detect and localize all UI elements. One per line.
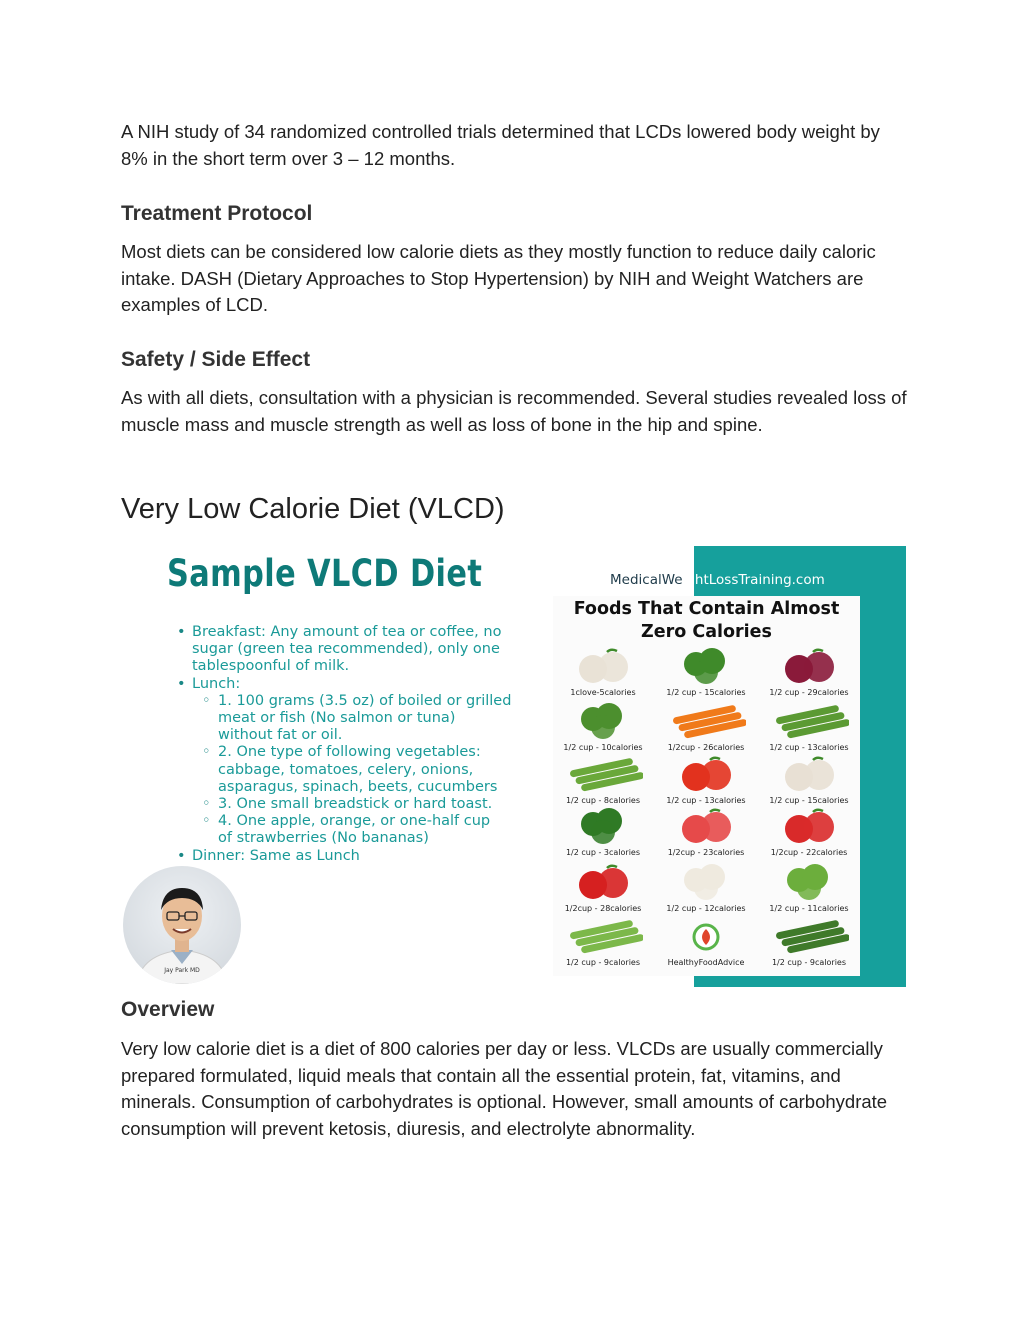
site-watermark — [610, 572, 825, 588]
list-item: • Breakfast: Any amount of tea or coffee, no — [177, 624, 557, 641]
food-item — [759, 754, 859, 810]
food-item — [656, 701, 756, 757]
safety-heading: Safety / Side Effect — [121, 348, 311, 371]
carrot-icon — [666, 701, 746, 743]
sub-list-item-cont: without fat or oil. — [218, 727, 343, 744]
food-label: 1/2cup - 26calories — [667, 743, 745, 752]
sub-list-item-cont: asparagus, spinach, beets, cucumbers — [218, 778, 498, 795]
food-item — [759, 701, 859, 757]
food-item — [759, 862, 859, 918]
food-label: 1/2 cup - 13calories — [666, 796, 746, 805]
sub-list-item: ◦ 3. One small breadstick or hard toast. — [177, 796, 557, 813]
infographic-title: Sample VLCD Diet — [167, 552, 483, 595]
cucumber-icon — [563, 754, 643, 796]
food-label: 1/2 cup - 29calories — [769, 688, 849, 697]
food-item — [553, 754, 653, 810]
intro-paragraph: A NIH study of 34 randomized controlled trials determined that LCDs lowered body weight by 8% in the short term over 3 – 12 months. — [121, 121, 880, 169]
food-item — [553, 862, 653, 918]
food-label: 1clove-5calories — [570, 688, 636, 697]
greens-icon — [563, 701, 643, 743]
sub-list-item: ◦ 1. 100 grams (3.5 oz) of boiled or grilled — [177, 693, 557, 710]
foods-card — [553, 596, 860, 976]
overview-paragraph: Very low calorie diet is a diet of 800 calories per day or less. VLCDs are usually commercially prepared formulated, liquid meals that contain all the essential protein, fat, vitamins, and minerals. Consumption of carbohydrates is optional. However, small amounts of carbohydrate consumption will prevent ketosis, diuresis, and electrolyte abnormality. — [121, 1038, 888, 1139]
food-label: 1/2cup - 22calories — [770, 848, 848, 857]
apple-icon — [563, 862, 643, 904]
diet-list — [177, 624, 557, 865]
broccoli-icon — [666, 646, 746, 688]
safety-paragraph: As with all diets, consultation with a physician is recommended. Several studies revealed loss of muscle mass and muscle strength as well as loss of bone in the hip and spine. — [121, 387, 907, 435]
sub-list-item-cont: meat or fish (No salmon or tuna) — [218, 710, 456, 727]
sub-list-item: ◦ 4. One apple, orange, or one-half cup — [177, 813, 557, 830]
strawberry-icon — [769, 806, 849, 848]
foods-card-title-line1: Foods That Contain Almost — [573, 599, 840, 619]
food-item — [656, 754, 756, 810]
food-item — [759, 916, 859, 972]
food-item — [656, 806, 756, 862]
spinach-icon — [563, 806, 643, 848]
food-item — [553, 916, 653, 972]
food-label: 1/2 cup - 3calories — [565, 848, 641, 857]
food-label: 1/2 cup - 11calories — [769, 904, 849, 913]
healthyfoodadvice-logo-icon — [666, 916, 746, 958]
sub-list-item-cont: of strawberries (No bananas) — [218, 830, 429, 847]
vlcd-infographic — [121, 546, 906, 987]
list-item-cont: sugar (green tea recommended), only one — [192, 641, 500, 658]
vlcd-heading: Very Low Calorie Diet (VLCD) — [121, 493, 505, 525]
cauliflower-icon — [666, 862, 746, 904]
food-item — [759, 646, 859, 702]
overview-heading: Overview — [121, 998, 215, 1021]
list-item: • Dinner: Same as Lunch — [177, 848, 557, 865]
zucchini-icon — [769, 916, 849, 958]
food-label: 1/2 cup - 15calories — [666, 688, 746, 697]
list-item-cont: tablespoonful of milk. — [192, 658, 350, 675]
site-part-b: ightLossTraining.com — [682, 572, 825, 588]
watermelon-icon — [666, 806, 746, 848]
food-label: 1/2 cup - 9calories — [771, 958, 847, 967]
food-item — [656, 862, 756, 918]
cabbage-icon — [769, 862, 849, 904]
mushroom-icon — [769, 754, 849, 796]
food-item — [656, 646, 756, 702]
food-label: 1/2 cup - 13calories — [769, 743, 849, 752]
doctor-name: Jay Park MD — [164, 967, 200, 974]
treatment-paragraph: Most diets can be considered low calorie diets as they mostly function to reduce daily caloric intake. DASH (Dietary Approaches to Stop Hypertension) by NIH and Weight Watchers are examples of LCD. — [121, 241, 876, 315]
celery-icon — [563, 916, 643, 958]
food-label: 1/2cup - 28calories — [564, 904, 642, 913]
avatar — [123, 866, 241, 984]
food-label: 1/2 cup - 9calories — [565, 958, 641, 967]
foods-card-title — [553, 598, 860, 644]
treatment-heading: Treatment Protocol — [121, 202, 313, 225]
beet-icon — [769, 646, 849, 688]
asparagus-icon — [769, 701, 849, 743]
tomato-icon — [666, 754, 746, 796]
food-label: 1/2 cup - 12calories — [666, 904, 746, 913]
food-label: 1/2 cup - 10calories — [563, 743, 643, 752]
food-label: HealthyFoodAdvice — [667, 958, 745, 967]
garlic-icon — [563, 646, 643, 688]
sub-list-item-cont: cabbage, tomatoes, celery, onions, — [218, 761, 474, 778]
food-item — [553, 701, 653, 757]
foods-card-title-line2: Zero Calories — [641, 622, 772, 642]
sub-list-item: ◦ 2. One type of following vegetables: — [177, 744, 557, 761]
food-item — [656, 916, 756, 972]
food-item — [759, 806, 859, 862]
food-item — [553, 646, 653, 702]
food-item — [553, 806, 653, 862]
food-label: 1/2cup - 23calories — [667, 848, 745, 857]
food-label: 1/2 cup - 15calories — [769, 796, 849, 805]
food-label: 1/2 cup - 8calories — [565, 796, 641, 805]
site-part-a: MedicalWe — [610, 572, 683, 588]
list-item: • Lunch: — [177, 676, 557, 693]
